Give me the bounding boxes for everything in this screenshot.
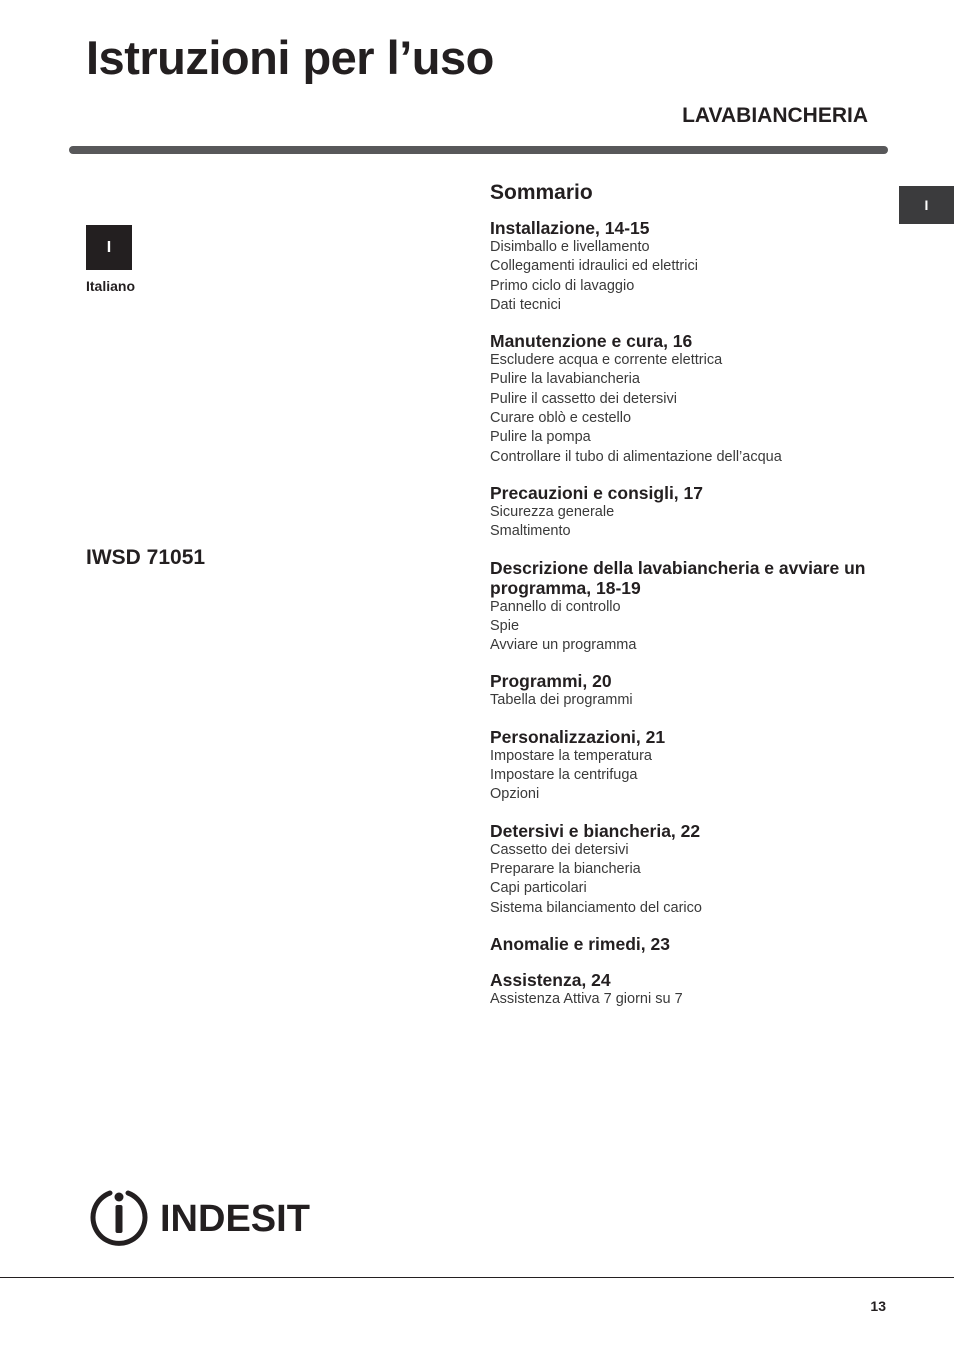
brand-wordmark: INDESIT [160,1198,310,1240]
toc-item-list [490,990,890,1009]
toc-section [490,331,890,467]
toc-heading: Sommario [490,181,593,204]
indesit-logo [88,1185,318,1247]
toc-item-list [490,351,890,467]
model-number: IWSD 71051 [86,546,206,569]
brand-i-emblem-icon [93,1193,145,1244]
toc-section-title: Assistenza, 24 [490,969,611,990]
toc-item-list [490,238,890,315]
toc-section [490,218,890,315]
toc-item: Primo ciclo di lavaggio [490,277,635,294]
page-number: 13 [870,1298,886,1314]
toc-item: Smaltimento [490,523,571,540]
language-label: Italiano [86,278,136,294]
toc-item: Impostare la centrifuga [490,767,638,784]
toc-item: Tabella dei programmi [490,692,633,709]
toc-section [490,821,890,918]
toc-section-title: Manutenzione e cura, 16 [490,331,693,352]
toc-section [490,934,890,954]
toc-item: Preparare la biancheria [490,860,641,877]
toc-item-list [490,598,890,656]
toc-section-title: Detersivi e biancheria, 22 [490,820,701,841]
toc-item-list [490,747,890,805]
toc-item: Spie [490,617,520,634]
toc-item: Escludere acqua e corrente elettrica [490,352,723,369]
toc-item-list [490,841,890,918]
toc-item-list [490,503,890,542]
toc-item: Controllare il tubo di alimentazione dell’acqua [490,448,782,465]
toc-item: Assistenza Attiva 7 giorni su 7 [490,990,683,1007]
toc-item: Pannello di controllo [490,598,621,615]
toc-item: Curare oblò e cestello [490,410,632,427]
toc-section [490,558,890,656]
toc-item: Avviare un programma [490,637,637,654]
toc-section-title: Installazione, 14-15 [490,218,650,238]
toc-item: Sicurezza generale [490,503,615,520]
toc-section [490,483,890,542]
toc-section-title: Descrizione della lavabiancheria e avviare un programma, 18-19 [490,557,866,598]
toc-section-title: Personalizzazioni, 21 [490,726,666,747]
toc-item: Opzioni [490,786,540,803]
toc-item: Pulire il cassetto dei detersivi [490,390,677,407]
toc-section-title: Anomalie e rimedi, 23 [490,933,670,954]
footer-divider [0,1277,954,1278]
toc-section [490,671,890,710]
language-side-tab: I [899,186,954,224]
toc-section-title: Precauzioni e consigli, 17 [490,482,703,503]
toc-item: Pulire la lavabiancheria [490,371,640,388]
toc-item: Pulire la pompa [490,429,591,446]
product-category: LAVABIANCHERIA [682,104,868,127]
toc-item: Disimballo e livellamento [490,239,650,255]
language-code-badge: I [86,225,132,270]
toc-section [490,970,890,1009]
toc-item: Capi particolari [490,880,587,897]
page-title: Istruzioni per l’uso [86,31,494,84]
toc-item: Dati tecnici [490,296,561,313]
header-divider [69,146,888,154]
toc-sections [490,218,890,1009]
toc-item: Sistema bilanciamento del carico [490,899,702,916]
toc-item: Impostare la temperatura [490,747,652,764]
toc-section-title: Programmi, 20 [490,671,612,692]
toc-item-list [490,691,890,710]
table-of-contents [490,180,890,1025]
toc-section [490,727,890,805]
toc-item: Cassetto dei detersivi [490,841,629,858]
toc-item: Collegamenti idraulici ed elettrici [490,258,698,275]
